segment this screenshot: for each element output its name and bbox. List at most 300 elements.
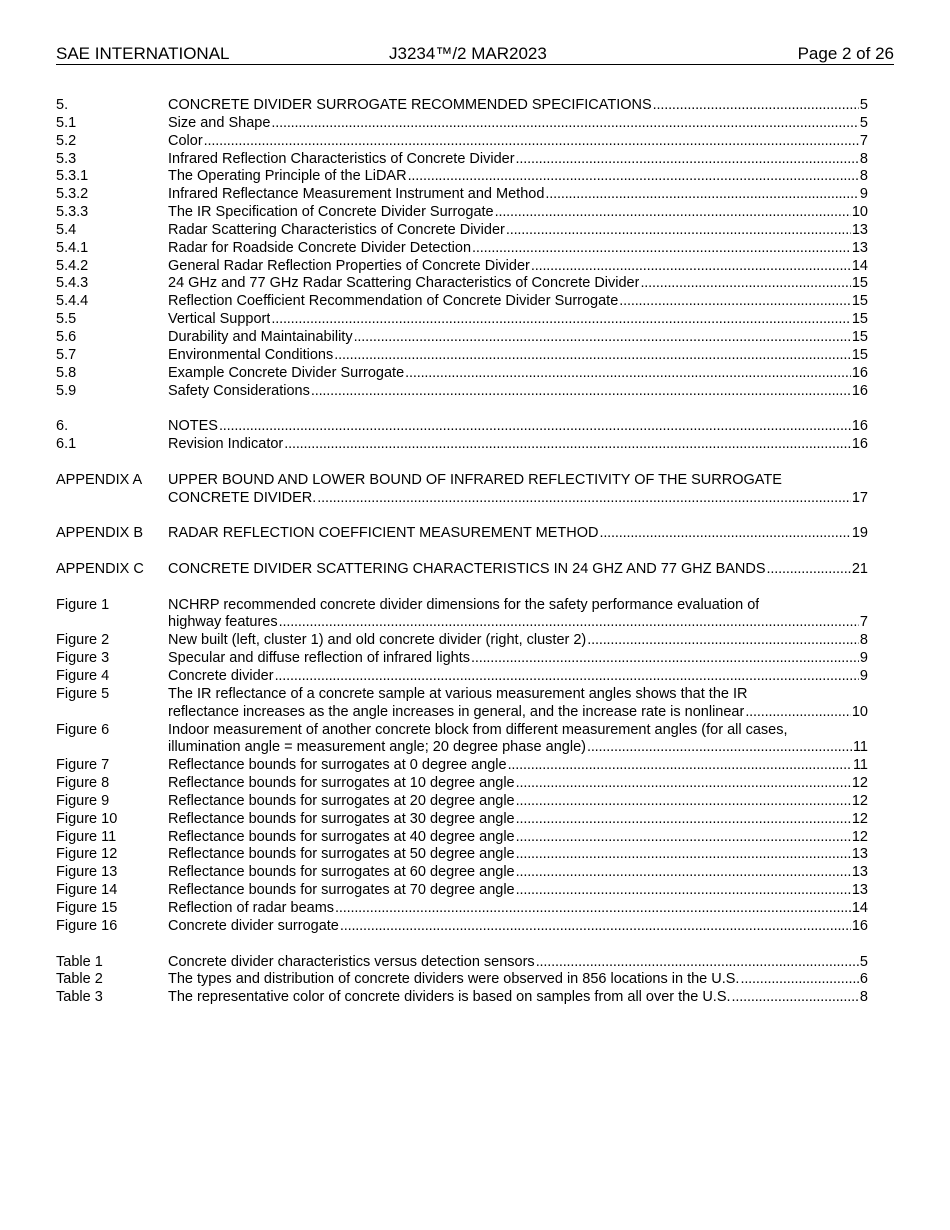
toc-entry[interactable] <box>56 597 868 633</box>
toc-entry-text <box>168 793 868 811</box>
toc-entry[interactable] <box>56 418 868 436</box>
toc-entry-page: 16 <box>851 917 868 934</box>
toc-entry-title: Infrared Reflectance Measurement Instrument and Method <box>168 186 545 203</box>
toc-entry-page: 12 <box>851 810 868 827</box>
toc-entry-line <box>168 293 868 311</box>
toc-entry-number: 5.4.2 <box>56 257 89 274</box>
toc-entry-title: New built (left, cluster 1) and old concrete divider (right, cluster 2) <box>168 632 587 649</box>
dot-leader <box>599 525 850 543</box>
toc-entry-number: 5.4.4 <box>56 293 89 310</box>
toc-entry-title: Durability and Maintainability <box>168 328 353 345</box>
toc-entry-title: Indoor measurement of another concrete block from different measurement angles (for all cases, <box>168 721 788 738</box>
dot-leader <box>471 650 859 668</box>
toc-entry-title: Reflectance bounds for surrogates at 20 degree angle <box>168 792 515 809</box>
toc-entry-title: CONCRETE DIVIDER SCATTERING CHARACTERISTICS IN 24 GHZ AND 77 GHZ BANDS <box>168 560 766 577</box>
table-of-contents <box>56 97 868 1007</box>
toc-entry-text <box>168 418 868 436</box>
dot-leader <box>506 222 851 240</box>
toc-entry-number: 5.3 <box>56 150 77 167</box>
toc-entry-number: APPENDIX C <box>56 560 144 577</box>
toc-entry-line <box>168 864 868 882</box>
toc-entry-text <box>168 722 868 758</box>
dot-leader <box>536 954 859 972</box>
toc-entry-line <box>168 97 868 115</box>
toc-entry-line <box>168 204 868 222</box>
toc-entry-number: Figure 13 <box>56 864 118 881</box>
toc-entry-number: 5.8 <box>56 364 77 381</box>
toc-entry-page: 16 <box>851 364 868 381</box>
group-spacer <box>56 400 868 418</box>
toc-entry-number: Figure 10 <box>56 810 118 827</box>
toc-entry-number: Figure 12 <box>56 846 118 863</box>
toc-entry-line <box>168 757 868 775</box>
toc-entry[interactable] <box>56 311 868 329</box>
toc-entry-title: reflectance increases as the angle increases in general, and the increase rate is nonlinear <box>168 703 745 720</box>
toc-entry-line <box>168 668 868 686</box>
toc-entry-text <box>168 97 868 115</box>
toc-entry-line <box>168 971 868 989</box>
toc-entry-text <box>168 133 868 151</box>
toc-entry-text <box>168 275 868 293</box>
toc-entry-page: 7 <box>859 132 868 149</box>
toc-entry-line <box>168 365 868 383</box>
dot-leader <box>653 97 859 115</box>
toc-entry-line <box>168 383 868 401</box>
toc-entry-title: illumination angle = measurement angle; 20 degree phase angle) <box>168 739 586 756</box>
toc-entry[interactable] <box>56 650 868 668</box>
toc-entry[interactable] <box>56 275 868 293</box>
toc-entry-number: Figure 16 <box>56 917 118 934</box>
dot-leader <box>516 775 851 793</box>
toc-entry-page: 13 <box>851 221 868 238</box>
toc-entry-title: Example Concrete Divider Surrogate <box>168 364 405 381</box>
toc-entry-number: Figure 3 <box>56 650 110 667</box>
toc-entry-number: APPENDIX A <box>56 471 143 488</box>
toc-entry-line <box>168 472 868 490</box>
dot-leader <box>545 186 859 204</box>
toc-entry-line <box>168 490 868 508</box>
toc-entry-text <box>168 383 868 401</box>
toc-entry-page: 7 <box>859 614 868 631</box>
toc-entry-title: Reflectance bounds for surrogates at 60 degree angle <box>168 864 515 881</box>
toc-entry[interactable] <box>56 293 868 311</box>
toc-entry-page: 15 <box>851 328 868 345</box>
toc-entry-line <box>168 829 868 847</box>
toc-entry-line <box>168 775 868 793</box>
toc-entry-page: 15 <box>851 293 868 310</box>
toc-entry-title: Reflectance bounds for surrogates at 30 degree angle <box>168 810 515 827</box>
dot-leader <box>531 258 851 276</box>
toc-entry-text <box>168 329 868 347</box>
toc-entry-line <box>168 222 868 240</box>
group-spacer <box>56 507 868 525</box>
toc-entry-number: Figure 4 <box>56 668 110 684</box>
toc-entry-text <box>168 686 868 722</box>
toc-entry-page: 13 <box>851 846 868 863</box>
toc-entry-page: 21 <box>851 560 868 577</box>
toc-entry-number: Figure 7 <box>56 757 110 774</box>
toc-entry-line <box>168 704 868 722</box>
toc-entry[interactable] <box>56 133 868 151</box>
toc-entry-number: 5.3.2 <box>56 186 89 203</box>
toc-entry[interactable] <box>56 668 868 686</box>
toc-entry-page: 12 <box>851 792 868 809</box>
toc-entry[interactable] <box>56 793 868 811</box>
toc-entry[interactable] <box>56 258 868 276</box>
toc-entry-text <box>168 204 868 222</box>
toc-entry[interactable] <box>56 472 868 508</box>
toc-entry-line <box>168 436 868 454</box>
toc-entry-line <box>168 151 868 169</box>
toc-entry-text <box>168 472 868 508</box>
toc-entry-line <box>168 258 868 276</box>
dot-leader <box>619 293 851 311</box>
toc-entry[interactable] <box>56 561 868 579</box>
toc-entry-page: 12 <box>851 828 868 845</box>
toc-entry-title: RADAR REFLECTION COEFFICIENT MEASUREMENT METHOD <box>168 525 599 542</box>
toc-entry-line <box>168 846 868 864</box>
toc-entry-title: The IR reflectance of a concrete sample at various measurement angles shows that the IR <box>168 685 748 702</box>
dot-leader <box>767 561 851 579</box>
dot-leader <box>516 793 851 811</box>
toc-entry-line <box>168 418 868 436</box>
toc-entry-line <box>168 347 868 365</box>
dot-leader <box>508 757 852 775</box>
toc-entry-text <box>168 989 868 1007</box>
header-org: SAE INTERNATIONAL <box>56 44 230 63</box>
toc-entry-number: 6.1 <box>56 436 77 453</box>
dot-leader <box>317 490 851 508</box>
dot-leader <box>204 133 859 151</box>
toc-entry[interactable] <box>56 882 868 900</box>
toc-entry-page: 5 <box>859 114 868 131</box>
toc-entry-title: Revision Indicator <box>168 436 284 453</box>
toc-entry[interactable] <box>56 186 868 204</box>
dot-leader <box>640 275 850 293</box>
toc-entry-text <box>168 311 868 329</box>
toc-entry-page: 16 <box>851 418 868 435</box>
toc-entry-title: Infrared Reflection Characteristics of Concrete Divider <box>168 150 515 167</box>
dot-leader <box>219 418 851 436</box>
toc-entry[interactable] <box>56 722 868 758</box>
dot-leader <box>354 329 851 347</box>
toc-entry[interactable] <box>56 204 868 222</box>
toc-entry-title: Reflectance bounds for surrogates at 50 degree angle <box>168 846 515 863</box>
dot-leader <box>271 115 859 133</box>
page-header <box>56 44 894 65</box>
toc-entry-title: Reflectance bounds for surrogates at 70 degree angle <box>168 882 515 899</box>
toc-entry-page: 14 <box>851 899 868 916</box>
toc-entry-page: 14 <box>851 257 868 274</box>
toc-entry-number: 5.6 <box>56 328 77 345</box>
toc-entry-title: Environmental Conditions <box>168 346 334 363</box>
toc-entry-line <box>168 168 868 186</box>
toc-entry-page: 9 <box>859 650 868 667</box>
toc-entry[interactable] <box>56 971 868 989</box>
toc-entry-text <box>168 829 868 847</box>
toc-entry-page: 15 <box>851 275 868 292</box>
dot-leader <box>335 900 851 918</box>
toc-entry-text <box>168 151 868 169</box>
dot-leader <box>495 204 851 222</box>
toc-entry-number: 5.4.3 <box>56 275 89 292</box>
toc-entry[interactable] <box>56 989 868 1007</box>
toc-entry[interactable] <box>56 436 868 454</box>
toc-entry-number: Figure 14 <box>56 882 118 899</box>
toc-entry-line <box>168 954 868 972</box>
toc-entry-text <box>168 168 868 186</box>
toc-entry-number: 5.2 <box>56 132 77 149</box>
toc-entry-line <box>168 597 868 615</box>
group-spacer <box>56 454 868 472</box>
toc-entry-number: 6. <box>56 418 69 435</box>
toc-entry-title: The Operating Principle of the LiDAR <box>168 168 407 185</box>
toc-entry[interactable] <box>56 222 868 240</box>
toc-entry-line <box>168 311 868 329</box>
dot-leader <box>405 365 851 383</box>
toc-entry-line <box>168 240 868 258</box>
dot-leader <box>472 240 851 258</box>
toc-entry-title: The representative color of concrete dividers is based on samples from all over the U.S. <box>168 989 731 1006</box>
toc-entry-text <box>168 811 868 829</box>
toc-entry[interactable] <box>56 168 868 186</box>
toc-entry-text <box>168 900 868 918</box>
toc-entry-number: Table 1 <box>56 953 103 970</box>
toc-entry-number: Figure 1 <box>56 596 110 613</box>
toc-entry-number: Table 3 <box>56 989 103 1006</box>
toc-entry[interactable] <box>56 525 868 543</box>
toc-entry-line <box>168 686 868 704</box>
toc-entry-page: 5 <box>859 97 868 113</box>
toc-entry[interactable] <box>56 365 868 383</box>
toc-entry-page: 9 <box>859 668 868 684</box>
toc-entry[interactable] <box>56 757 868 775</box>
toc-entry-line <box>168 561 868 579</box>
dot-leader <box>271 311 850 329</box>
toc-entry-line <box>168 811 868 829</box>
toc-entry-number: APPENDIX B <box>56 525 144 542</box>
toc-entry-line <box>168 989 868 1007</box>
toc-entry[interactable] <box>56 632 868 650</box>
toc-entry[interactable] <box>56 811 868 829</box>
toc-entry-line <box>168 275 868 293</box>
toc-entry-text <box>168 597 868 633</box>
dot-leader <box>275 668 859 686</box>
toc-entry[interactable] <box>56 686 868 722</box>
toc-entry-line <box>168 722 868 740</box>
toc-entry-title: The IR Specification of Concrete Divider Surrogate <box>168 204 494 221</box>
dot-leader <box>516 846 851 864</box>
toc-entry-title: Radar for Roadside Concrete Divider Detection <box>168 239 472 256</box>
toc-entry-line <box>168 632 868 650</box>
toc-entry-text <box>168 668 868 686</box>
toc-entry-title: Vertical Support <box>168 311 271 328</box>
dot-leader <box>587 739 852 757</box>
toc-entry-number: Figure 6 <box>56 721 110 738</box>
toc-entry-page: 10 <box>851 703 868 720</box>
dot-leader <box>516 151 859 169</box>
toc-entry-title: highway features <box>168 614 278 631</box>
dot-leader <box>587 632 859 650</box>
toc-entry-text <box>168 240 868 258</box>
toc-entry[interactable] <box>56 97 868 115</box>
toc-entry[interactable] <box>56 900 868 918</box>
dot-leader <box>340 918 851 936</box>
toc-entry-title: UPPER BOUND AND LOWER BOUND OF INFRARED REFLECTIVITY OF THE SURROGATE <box>168 471 782 488</box>
header-doc-id: J3234™/2 MAR2023 <box>389 44 547 63</box>
toc-entry-page: 11 <box>852 757 868 774</box>
toc-entry-page: 8 <box>859 632 868 649</box>
toc-entry-text <box>168 525 868 543</box>
toc-entry-page: 9 <box>859 186 868 203</box>
dot-leader <box>516 811 851 829</box>
toc-entry[interactable] <box>56 115 868 133</box>
toc-entry-text <box>168 954 868 972</box>
toc-entry-page: 8 <box>859 150 868 167</box>
toc-entry-page: 6 <box>859 971 868 988</box>
group-spacer <box>56 579 868 597</box>
toc-entry-text <box>168 775 868 793</box>
toc-entry-number: Figure 11 <box>56 828 117 845</box>
toc-entry[interactable] <box>56 383 868 401</box>
toc-entry-title: Safety Considerations <box>168 382 310 399</box>
toc-entry-page: 13 <box>851 882 868 899</box>
toc-entry[interactable] <box>56 918 868 936</box>
toc-entry-line <box>168 900 868 918</box>
toc-entry-page: 16 <box>851 382 868 399</box>
dot-leader <box>334 347 851 365</box>
toc-entry-line <box>168 329 868 347</box>
toc-entry-title: Specular and diffuse reflection of infrared lights <box>168 650 470 667</box>
toc-entry-page: 8 <box>859 168 868 185</box>
toc-entry-page: 13 <box>851 864 868 881</box>
toc-entry-text <box>168 436 868 454</box>
toc-entry-title: CONCRETE DIVIDER SURROGATE RECOMMENDED SPECIFICATIONS <box>168 97 652 113</box>
toc-entry-text <box>168 186 868 204</box>
toc-entry-text <box>168 561 868 579</box>
toc-entry-page: 5 <box>859 953 868 970</box>
toc-entry-line <box>168 918 868 936</box>
toc-entry-number: 5.7 <box>56 346 77 363</box>
toc-entry-title: Color <box>168 132 203 149</box>
toc-entry[interactable] <box>56 347 868 365</box>
toc-entry-text <box>168 650 868 668</box>
toc-entry-line <box>168 614 868 632</box>
dot-leader <box>311 383 851 401</box>
dot-leader <box>745 704 851 722</box>
toc-entry-text <box>168 757 868 775</box>
toc-entry[interactable] <box>56 829 868 847</box>
toc-entry-title: Reflection of radar beams <box>168 899 335 916</box>
toc-entry-number: 5.5 <box>56 311 77 328</box>
toc-entry-page: 8 <box>859 989 868 1006</box>
toc-entry-title: Reflection Coefficient Recommendation of Concrete Divider Surrogate <box>168 293 619 310</box>
toc-entry-number: Figure 5 <box>56 685 110 702</box>
toc-entry-text <box>168 365 868 383</box>
toc-entry-title: CONCRETE DIVIDER. <box>168 489 317 506</box>
toc-entry-number: Figure 8 <box>56 775 110 792</box>
toc-entry-page: 13 <box>851 239 868 256</box>
toc-entry-number: 5.9 <box>56 382 77 399</box>
toc-entry-title: Reflectance bounds for surrogates at 40 degree angle <box>168 828 515 845</box>
toc-entry[interactable] <box>56 329 868 347</box>
toc-entry-line <box>168 186 868 204</box>
toc-entry-number: Figure 15 <box>56 899 118 916</box>
toc-entry-text <box>168 347 868 365</box>
toc-entry-line <box>168 793 868 811</box>
toc-entry-page: 15 <box>851 311 868 328</box>
toc-entry-title: Size and Shape <box>168 114 271 131</box>
dot-leader <box>516 882 851 900</box>
group-spacer <box>56 936 868 954</box>
dot-leader <box>740 971 858 989</box>
toc-entry-text <box>168 882 868 900</box>
toc-entry-page: 15 <box>851 346 868 363</box>
toc-entry[interactable] <box>56 864 868 882</box>
toc-entry-text <box>168 632 868 650</box>
dot-leader <box>732 989 859 1007</box>
dot-leader <box>279 614 859 632</box>
toc-entry-title: General Radar Reflection Properties of Concrete Divider <box>168 257 530 274</box>
toc-entry-title: NOTES <box>168 418 218 435</box>
toc-entry-line <box>168 115 868 133</box>
toc-entry-text <box>168 115 868 133</box>
toc-entry-page: 17 <box>851 489 868 506</box>
toc-entry-line <box>168 739 868 757</box>
toc-entry-title: Concrete divider surrogate <box>168 917 339 934</box>
dot-leader <box>516 864 851 882</box>
toc-entry-number: 5.4 <box>56 221 77 238</box>
toc-entry-number: 5.1 <box>56 114 77 131</box>
toc-entry-page: 12 <box>851 775 868 792</box>
dot-leader <box>516 829 851 847</box>
toc-entry-page: 10 <box>851 204 868 221</box>
toc-entry[interactable] <box>56 240 868 258</box>
toc-entry-line <box>168 650 868 668</box>
toc-entry-page: 19 <box>851 525 868 542</box>
dot-leader <box>408 168 859 186</box>
toc-entry[interactable] <box>56 846 868 864</box>
toc-entry-number: Figure 9 <box>56 792 110 809</box>
toc-entry-page: 11 <box>852 739 868 756</box>
header-page-number: Page 2 of 26 <box>797 44 894 63</box>
toc-entry-title: Concrete divider <box>168 668 274 684</box>
toc-entry[interactable] <box>56 151 868 169</box>
toc-entry-text <box>168 846 868 864</box>
toc-entry-title: The types and distribution of concrete dividers were observed in 856 locations in the U.S. <box>168 971 740 988</box>
toc-entry-number: 5. <box>56 97 69 113</box>
toc-entry[interactable] <box>56 775 868 793</box>
toc-entry-text <box>168 864 868 882</box>
group-spacer <box>56 543 868 561</box>
toc-entry-text <box>168 918 868 936</box>
toc-entry-title: Radar Scattering Characteristics of Concrete Divider <box>168 221 505 238</box>
toc-entry-number: 5.4.1 <box>56 239 89 256</box>
toc-entry-title: Reflectance bounds for surrogates at 10 degree angle <box>168 775 515 792</box>
toc-entry-line <box>168 882 868 900</box>
toc-entry-title: 24 GHz and 77 GHz Radar Scattering Characteristics of Concrete Divider <box>168 275 640 292</box>
toc-entry-page: 16 <box>851 436 868 453</box>
toc-entry-number: Table 2 <box>56 971 103 988</box>
toc-entry-title: Concrete divider characteristics versus detection sensors <box>168 953 535 970</box>
toc-entry[interactable] <box>56 954 868 972</box>
toc-entry-line <box>168 133 868 151</box>
toc-entry-title: Reflectance bounds for surrogates at 0 degree angle <box>168 757 507 774</box>
toc-entry-text <box>168 222 868 240</box>
toc-entry-text <box>168 258 868 276</box>
toc-entry-text <box>168 971 868 989</box>
toc-entry-title: NCHRP recommended concrete divider dimensions for the safety performance evaluation of <box>168 596 760 613</box>
